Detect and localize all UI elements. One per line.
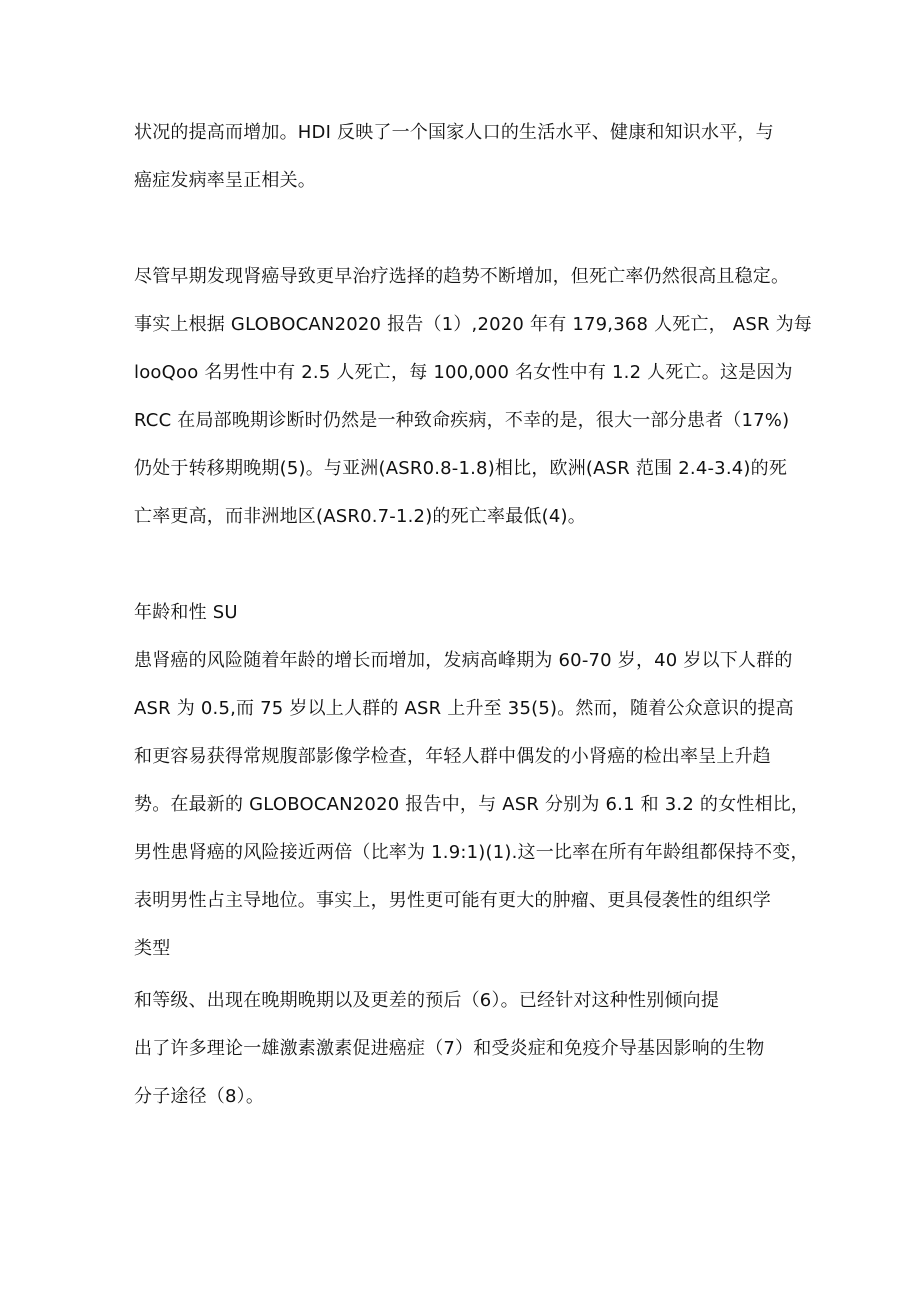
paragraph-1-line-2: 癌症发病率呈正相关。 <box>134 170 316 191</box>
paragraph-2-line-3: looQoo 名男性中有 2.5 人死亡，每 100,000 名女性中有 1.2 人死亡。这是因为 <box>134 362 793 383</box>
paragraph-2-line-1: 尽管早期发现肾癌导致更早治疗选择的趋势不断增加，但死亡率仍然很高且稳定。 <box>134 266 790 287</box>
paragraph-3-line-3: 和更容易获得常规腹部影像学检查，年轻人群中偶发的小肾癌的检出率呈上升趋 <box>134 746 771 767</box>
paragraph-3-line-5: 男性患肾癌的风险接近两倍（比率为 1.9:1)(1).这一比率在所有年龄组都保持不变， <box>134 842 809 863</box>
paragraph-4-line-1: 和等级、出现在晚期晚期以及更差的预后（6）。已经针对这种性别倾向提 <box>134 990 720 1011</box>
paragraph-3-line-6: 表明男性占主导地位。事实上，男性更可能有更大的肿瘤、更具侵袭性的组织学 <box>134 890 771 911</box>
paragraph-2-line-5: 仍处于转移期晚期(5)。与亚洲(ASR0.8-1.8)相比，欧洲(ASR 范围 2.4-3.4)的死 <box>134 458 788 479</box>
paragraph-3-line-1: 患肾癌的风险随着年龄的增长而增加，发病高峰期为 60-70 岁，40 岁以下人群的 <box>134 650 793 671</box>
paragraph-4-line-3: 分子途径（8）。 <box>134 1086 265 1107</box>
paragraph-2-line-6: 亡率更高，而非洲地区(ASR0.7-1.2)的死亡率最低(4)。 <box>134 506 586 527</box>
paragraph-4-line-2: 出了许多理论一雄激素激素促进癌症（7）和受炎症和免疫介导基因影响的生物 <box>134 1038 765 1059</box>
paragraph-3-line-7: 类型 <box>134 938 171 959</box>
section-heading: 年龄和性 SU <box>134 602 238 623</box>
paragraph-2-line-4: RCC 在局部晚期诊断时仍然是一种致命疾病，不幸的是，很大一部分患者（17%) <box>134 410 790 431</box>
paragraph-3-line-4: 势。在最新的 GLOBOCAN2020 报告中，与 ASR 分别为 6.1 和 3.2 的女性相比， <box>134 794 810 815</box>
paragraph-2-line-2: 事实上根据 GLOBOCAN2020 报告（1）,2020 年有 179,368 人死亡， ASR 为每 <box>134 314 812 335</box>
paragraph-1-line-1: 状况的提高而增加。HDI 反映了一个国家人口的生活水平、健康和知识水平，与 <box>134 122 774 143</box>
paragraph-3-line-2: ASR 为 0.5,而 75 岁以上人群的 ASR 上升至 35(5)。然而，随着公众意识的提高 <box>134 698 794 719</box>
